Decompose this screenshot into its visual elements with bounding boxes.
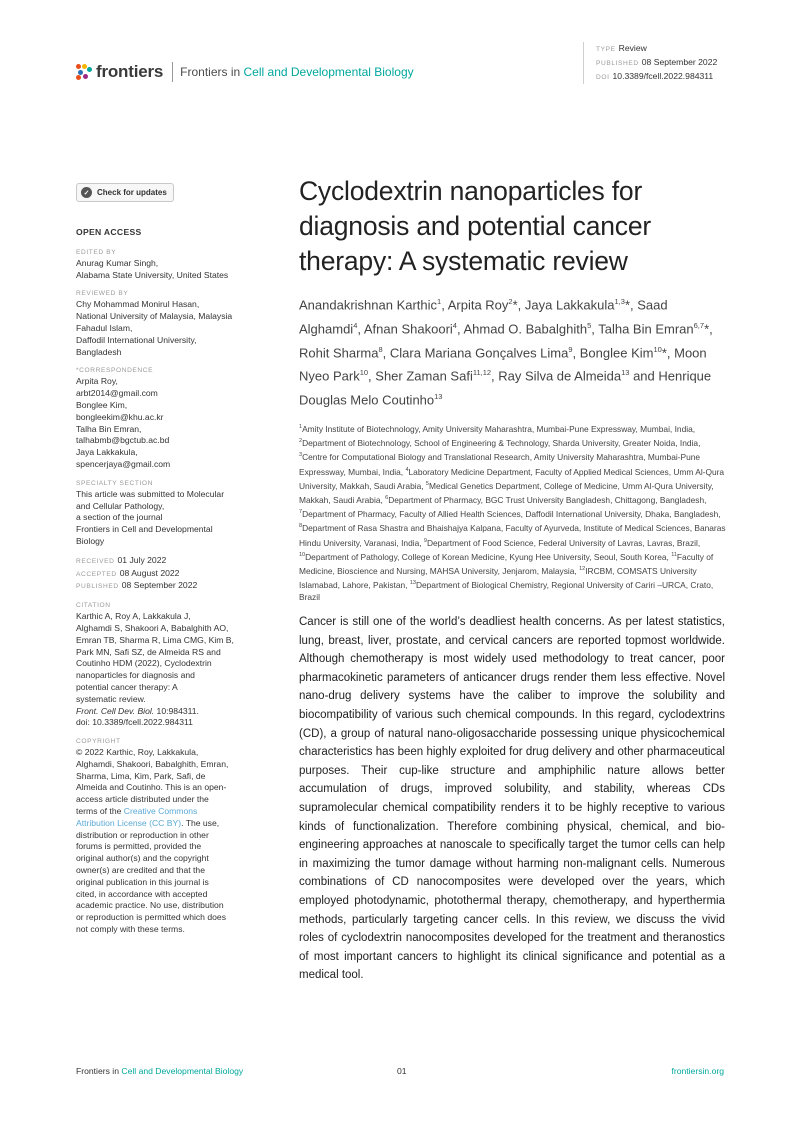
update-check-icon: ✓ — [81, 187, 92, 198]
specialty-line: This article was submitted to Molecular — [76, 488, 225, 499]
accepted-row: ACCEPTED 08 August 2022 — [76, 567, 180, 578]
affiliation-text: Department of Biological Chemistry, Regional University of Cariri –URCA, Crato, Brazil — [299, 580, 714, 603]
affiliation-number: 13 — [409, 580, 416, 587]
author-name[interactable]: Sher Zaman Safi — [375, 368, 473, 384]
reviewer-line: National University of Malaysia, Malaysia — [76, 311, 233, 322]
citation-journal-line: Front. Cell Dev. Biol. 10:984311. — [76, 705, 199, 716]
editor-line: Anurag Kumar Singh, — [76, 257, 159, 268]
copyright-line: original author(s) and the copyright — [76, 853, 209, 864]
copyright-line: or reproduction is permitted which does — [76, 912, 226, 923]
author-affiliation-sup: 8 — [378, 344, 383, 354]
editor-line: Alabama State University, United States — [76, 269, 229, 280]
copyright-line: distribution or reproduction in other — [76, 829, 209, 840]
author-name[interactable]: Henrique Douglas Melo Coutinho — [299, 368, 712, 408]
affiliation-text: Centre for Computational Biology and Translational Research, Amity University Maharashtra, Mumbai-Pune Expressway, Mumbai, India, — [299, 452, 701, 477]
creative-commons-link[interactable]: Creative Commons — [123, 806, 198, 817]
author-name[interactable]: Arpita Roy — [447, 297, 509, 313]
corresponding-author-mark: * — [661, 344, 667, 360]
correspondent-email[interactable]: arbt2014@gmail.com — [76, 388, 158, 399]
correspondent-email[interactable]: spencerjaya@gmail.com — [76, 458, 171, 469]
author-affiliation-sup: 2 — [508, 297, 513, 306]
reviewer-line: Fahadul Islam, — [76, 322, 133, 333]
affiliation-number: 5 — [425, 480, 429, 487]
author-name[interactable]: Bonglee Kim — [579, 344, 654, 360]
journal-name: Frontiers in Cell and Developmental Biology — [180, 65, 414, 79]
copyright-line: academic practice. No use, distribution — [76, 900, 224, 911]
cc-by-license-link[interactable]: Attribution License (CC BY) — [76, 817, 182, 828]
specialty-section-label: SPECIALTY SECTION — [76, 479, 154, 487]
copyright-line: Alghamdi, Shakoori, Babalghith, Emran, — [76, 758, 229, 769]
corresponding-author-mark: * — [624, 297, 631, 313]
copyright-label: COPYRIGHT — [76, 738, 121, 746]
doi-label: DOI — [596, 74, 610, 81]
reviewer-line: Chy Mohammad Monirul Hasan, — [76, 299, 200, 310]
citation-line: Coutinho HDM (2022), Cyclodextrin — [76, 658, 212, 669]
affiliation-number: 6 — [385, 495, 389, 502]
affiliation-text: Medical Genetics Department, College of Medicine, Umm Al-Qura University, Makkah, Saudi Arabia, — [299, 480, 714, 505]
correspondent-name: Jaya Lakkakula, — [76, 447, 138, 458]
author-affiliation-sup: 10 — [359, 368, 369, 378]
correspondent-email[interactable]: talhabmb@bgctub.ac.bd — [76, 435, 170, 446]
open-access-label: OPEN ACCESS — [76, 227, 142, 237]
citation-line: Karthic A, Roy A, Lakkakula J, — [76, 611, 191, 622]
copyright-line: not comply with these terms. — [76, 924, 185, 935]
check-for-updates-label: Check for updates — [97, 188, 167, 197]
affiliation-text: Department of Pharmacy, Faculty of Allied Health Sciences, Daffodil International University, Dhaka, Bangladesh, — [302, 509, 721, 520]
citation-line: nanoparticles for diagnosis and — [76, 670, 195, 681]
accepted-date: 08 August 2022 — [119, 567, 180, 578]
reviewer-line: Daffodil International University, — [76, 334, 197, 345]
article-title: Cyclodextrin nanoparticles for diagnosis and potential cancer therapy: A systematic review — [299, 176, 651, 276]
citation-line: Alghamdi S, Shakoori A, Babalghith AO, — [76, 622, 229, 633]
sidebar — [76, 227, 246, 936]
affiliation-number: 9 — [423, 537, 427, 544]
logo-wordmark: frontiers — [96, 62, 164, 81]
author-affiliation-sup: 9 — [568, 344, 573, 354]
author-name[interactable]: Rohit Sharma — [299, 344, 379, 360]
affiliation-text: Department of Food Science, Federal University of Lavras, Lavras, Brazil, — [426, 537, 701, 548]
author-name[interactable]: Ray Silva de Almeida — [498, 368, 622, 384]
copyright-line: Attribution License (CC BY). The use, — [76, 817, 220, 828]
specialty-line: Biology — [76, 535, 105, 546]
author-name[interactable]: Afnan Shakoori — [363, 321, 453, 337]
author-affiliation-sup: 10 — [653, 344, 662, 354]
affiliation-text: IRCBM, COMSATS University Islamabad, Lahore, Pakistan, — [299, 565, 697, 591]
frontiers-logo-icon — [76, 64, 92, 80]
affiliation-number: 1 — [299, 424, 303, 430]
citation-line: systematic review. — [76, 693, 146, 704]
affiliation-number: 12 — [579, 566, 586, 573]
affiliation-list — [299, 421, 729, 604]
affiliation-text: Department of Pharmacy, BGC Trust University Bangladesh, Chittagong, Bangladesh, — [388, 494, 707, 505]
published-date: 08 September 2022 — [121, 580, 198, 591]
reviewed-by-label: REVIEWED BY — [76, 290, 129, 298]
author-name[interactable]: Jaya Lakkakula — [524, 297, 615, 313]
copyright-line: cited, in accordance with accepted — [76, 888, 208, 899]
correspondence-label: *CORRESPONDENCE — [76, 367, 154, 375]
author-affiliation-sup: 4 — [353, 320, 358, 330]
correspondent-name: Arpita Roy, — [76, 376, 118, 387]
author-affiliation-sup: 13 — [621, 368, 630, 378]
affiliation-number: 3 — [299, 452, 303, 459]
type-value: Review — [618, 43, 647, 53]
affiliation-number: 7 — [299, 509, 303, 516]
citation-line: Park MN, Safi SZ, de Almeida RS and — [76, 646, 221, 657]
corresponding-author-mark: * — [704, 321, 710, 337]
correspondent-email[interactable]: bongleekim@khu.ac.kr — [76, 411, 164, 422]
copyright-line: forums is permitted, provided the — [76, 841, 202, 852]
affiliation-number: 8 — [299, 523, 303, 530]
affiliation-text: Laboratory Medicine Department, Faculty of Applied Medical Sciences, Umm Al-Qura University, Makkah, Saudi Arabia, — [299, 466, 725, 491]
correspondent-name: Bonglee Kim, — [76, 399, 128, 410]
specialty-line: and Cellular Pathology, — [76, 500, 165, 511]
correspondent-name: Talha Bin Emran, — [76, 423, 142, 434]
check-for-updates-button[interactable] — [76, 183, 174, 202]
citation-doi[interactable]: doi: 10.3389/fcell.2022.984311 — [76, 717, 193, 728]
affiliation-text: Faculty of Medicine, Bioscience and Nursing, MAHSA University, Jenjarom, Malaysia, — [299, 551, 714, 576]
corresponding-author-mark: * — [512, 297, 518, 313]
citation-label: CITATION — [76, 602, 111, 610]
author-affiliation-sup: 1,3 — [614, 297, 625, 306]
published-value: 08 September 2022 — [641, 57, 718, 67]
author-affiliation-sup: 4 — [452, 320, 457, 330]
copyright-line: Almeida and Coutinho. This is an open- — [76, 782, 227, 793]
citation-line: Emran TB, Sharma R, Lima CMG, Kim B, — [76, 634, 234, 645]
copyright-line: © 2022 Karthic, Roy, Lakkakula, — [76, 747, 199, 758]
published-row: PUBLISHED 08 September 2022 — [76, 580, 198, 591]
author-affiliation-sup: 11,12 — [472, 368, 492, 378]
author-affiliation-sup: 5 — [587, 320, 592, 330]
affiliation-text: Department of Rasa Shastra and Bhaishajya Kalpana, Faculty of Ayurveda, Institute of Medical Sciences, Banaras Hindu University, Varanasi, India, — [299, 523, 726, 548]
affiliation-text: Department of Biotechnology, School of Engineering & Technology, Sharda University, Greater Noida, India, — [302, 438, 701, 448]
reviewer-line: Bangladesh — [76, 346, 122, 357]
author-affiliation-sup: 1 — [437, 297, 442, 306]
author-name[interactable]: Talha Bin Emran — [598, 321, 694, 337]
affiliation-number: 10 — [299, 551, 306, 558]
doi-link[interactable]: 10.3389/fcell.2022.984311 — [612, 71, 714, 81]
article-meta — [583, 42, 717, 84]
author-name[interactable]: Moon Nyeo Park — [299, 344, 707, 384]
type-label: TYPE — [596, 46, 616, 53]
specialty-line: Frontiers in Cell and Developmental — [76, 524, 213, 535]
copyright-line: access article distributed under the — [76, 794, 209, 805]
received-date: 01 July 2022 — [117, 554, 167, 565]
received-row: RECEIVED 01 July 2022 — [76, 554, 167, 565]
author-affiliation-sup: 13 — [434, 392, 443, 402]
abstract: Cancer is still one of the world’s deadliest health concerns. As per latest statistics, lung, breast, liver, prostate, and cervical cancers are reported topmost worldwide. Although chemotherapy is most widely used methodology to treat cancer, poor pharmacokinetic parameters of anticancer drugs render them less effective. Novel nano-drug delivery systems have the caliber to improve the solubility and biocompatibility of various such chemical compounds. In this regard, cyclodextrins (CD), a group of natural nano-oligosaccharide possessing unique physicochemical characteristics has been highly exploited for drug delivery and other pharmaceutical purposes. Their cup-like structure and amphiphilic nature allows better accumulation of drugs, improved solubility, and stability, whereas CDs supramolecular chemical compatibility renders it to be highly receptive to various kinds of functionalization. Therefore combining physical, chemical, and bio-engineering approaches at nanoscale to specifically target the tumor cells can help in maximizing the tumor damage without harming non-malignant cells. Numerous combinations of CD nanocomposites were developed over the years, which employed photodynamic, photothermal therapy, chemotherapy, and hyperthermia methods, particularly targeting cancer cells. In this review, we discuss the vivid roles of cyclodextrin nanocomposites developed for the treatment and theranostics of most important cancers to highlight its clinical significance and potential as a medical tool. — [299, 616, 725, 982]
copyright-line: Sharma, Lima, Kim, Park, Safi, de — [76, 770, 206, 781]
author-list: Anandakrishnan Karthic$^1$, Arpita Roy$^2$*, Jaya Lakkakula$^{1,3}$*, Saad Alghamdi$^4$, Afnan Shakoori$^4$, Ahmad O. Babalghith$^5$, Talha Bin Emran$^{6,7}$*, Rohit Sharma$^8$, Clara Mariana Gonçalves Lima$^9$, Bonglee Kim$^{10}$*, Moon Nyeo Park$^{10}$, Sher Zaman Safi$^{11,12}$, Ray Silva de Almeida$^{13}$ and Henrique Douglas Melo Coutinho$^{13}$ — [299, 297, 713, 408]
author-name[interactable]: Ahmad O. Babalghith — [463, 321, 588, 337]
author-name[interactable]: Clara Mariana Gonçalves Lima — [389, 344, 569, 360]
affiliation-number: 2 — [299, 438, 303, 445]
affiliation-number: 11 — [671, 551, 677, 558]
edited-by-label: EDITED BY — [76, 248, 117, 256]
published-label: PUBLISHED — [596, 60, 639, 67]
copyright-line: owner(s) are credited and that the — [76, 865, 205, 876]
author-affiliation-sup: 6,7 — [693, 320, 705, 330]
footer-site-link[interactable]: frontiersin.org — [671, 1066, 724, 1076]
affiliation-number: 4 — [405, 466, 409, 473]
author-name[interactable]: Anandakrishnan Karthic — [299, 297, 438, 313]
footer-journal: Frontiers in Cell and Developmental Biology — [76, 1066, 244, 1076]
author-name[interactable]: Saad Alghamdi — [299, 297, 668, 337]
logo-divider — [172, 62, 173, 82]
frontiers-logo[interactable] — [76, 62, 414, 82]
page-number: 01 — [397, 1066, 407, 1076]
copyright-line: original publication in this journal is — [76, 876, 209, 887]
affiliation-text: Department of Pathology, College of Korean Medicine, Kyung Hee University, Seoul, South Korea, — [305, 551, 672, 562]
citation-line: potential cancer therapy: A — [76, 681, 178, 692]
specialty-line: a section of the journal — [76, 512, 163, 523]
copyright-line: terms of the Creative Commons — [76, 806, 198, 817]
affiliation-text: Amity Institute of Biotechnology, Amity University Maharashtra, Mumbai-Pune Expressway, Mumbai, India, — [302, 423, 696, 434]
